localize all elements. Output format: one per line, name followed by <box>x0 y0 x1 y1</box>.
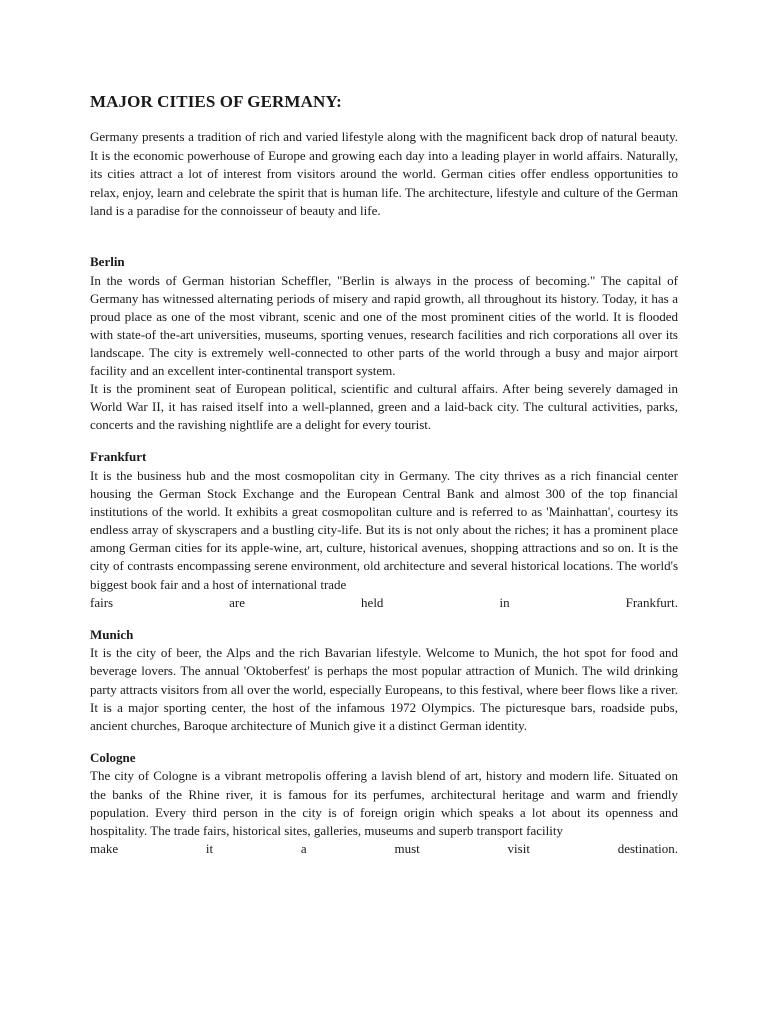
paragraph: In the words of German historian Scheffler, "Berlin is always in the process of becoming." The capital of Germany has witnessed alternating periods of misery and rapid growth, all throughout its history. Today, it has a proud place as one of the most vibrant, scenic and one of the most prominent cities of the world. It is flooded with state-of the-art universities, museums, sporting venues, research facilities and rich corporations all over its landscape. The city is extremely well-connected to other parts of the world through a busy and major airport facility and an excellent inter-continental transport system. <box>90 272 678 379</box>
section-heading-berlin: Berlin <box>90 253 125 269</box>
section-body-cologne <box>90 767 678 857</box>
section-berlin <box>90 253 678 434</box>
justified-last-line <box>90 594 678 612</box>
section-body-frankfurt <box>90 467 678 612</box>
section-munich <box>90 626 678 735</box>
word: destination. <box>617 840 678 856</box>
word: fairs <box>90 594 114 610</box>
word: in <box>499 594 510 610</box>
word: visit <box>507 840 530 856</box>
section-body-berlin <box>90 272 678 435</box>
section-heading-cologne: Cologne <box>90 749 136 765</box>
justified-last-line <box>90 840 678 858</box>
word: must <box>394 840 420 856</box>
section-frankfurt <box>90 448 678 611</box>
word: it <box>205 840 214 856</box>
section-body-munich <box>90 644 678 734</box>
paragraph: It is the business hub and the most cosmopolitan city in Germany. The city thrives as a rich financial center housing the German Stock Exchange and the European Central Bank and almost 300 of the top financial institutions of the world. It exhibits a great cosmopolitan culture and is referred to as 'Mainhattan', courtesy its endless array of skyscrapers and a bustling city-life. But its is not only about the riches; it has a prominent place among German cities for its apple-wine, art, culture, historical avenues, shopping attractions and so on. It is the city of contrasts encompassing serene environment, old architecture and several historical locations. The world's biggest book fair and a host of international trade <box>90 468 678 592</box>
word: Frankfurt. <box>625 594 678 610</box>
section-heading-munich: Munich <box>90 626 134 642</box>
document-title: MAJOR CITIES OF GERMANY: <box>90 92 342 111</box>
document-page <box>90 92 678 872</box>
paragraph: The city of Cologne is a vibrant metropolis offering a lavish blend of art, history and modern life. Situated on the banks of the Rhine river, it is famous for its perfumes, architectural heritage and warm and friendly population. Every third person in the city is of foreign origin which speaks a lot about its openness and hospitality. The trade fairs, historical sites, galleries, museums and superb transport facility <box>90 768 678 838</box>
paragraph: It is the prominent seat of European political, scientific and cultural affairs. After being severely damaged in World War II, it has raised itself into a well-planned, green and a laid-back city. The cultural activities, parks, concerts and the ravishing nightlife are a delight for every tourist. <box>90 381 678 433</box>
word: are <box>229 594 246 610</box>
word: a <box>300 840 307 856</box>
section-cologne <box>90 749 678 858</box>
section-heading-frankfurt: Frankfurt <box>90 449 147 465</box>
word: make <box>90 840 119 856</box>
intro-paragraph: Germany presents a tradition of rich and varied lifestyle along with the magnificent back drop of natural beauty. It is the economic powerhouse of Europe and growing each day into a leading player in world affairs. Naturally, its cities attract a lot of interest from visitors around the world. German cities offer endless opportunities to relax, enjoy, learn and celebrate the spirit that is human life. The architecture, lifestyle and culture of the German land is a paradise for the connoisseur of beauty and life. <box>90 129 678 219</box>
paragraph: It is the city of beer, the Alps and the rich Bavarian lifestyle. Welcome to Munich, the hot spot for food and beverage lovers. The annual 'Oktoberfest' is perhaps the most popular attraction of Munich. The wild drinking party attracts visitors from all over the world, especially Europeans, to this festival, where beer flows like a river. It is a major sporting center, the host of the infamous 1972 Olympics. The picturesque bars, roadside pubs, ancient churches, Baroque architecture of Munich give it a distinct German identity. <box>90 645 678 733</box>
word: held <box>361 594 384 610</box>
